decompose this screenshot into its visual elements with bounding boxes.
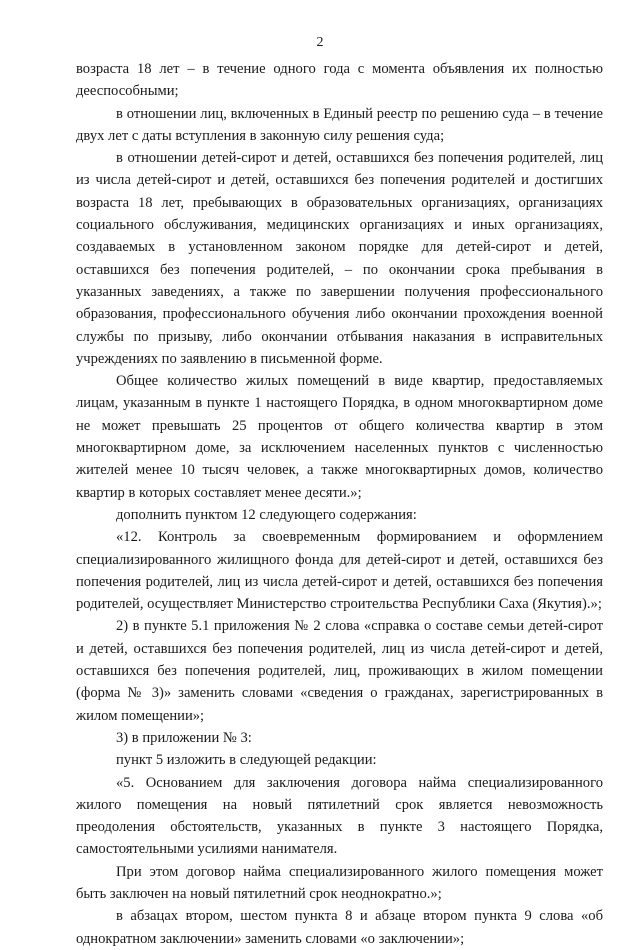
page-number: 2 [316, 35, 324, 50]
paragraph: 2) в пункте 5.1 приложения № 2 слова «справка о составе семьи детей-сирот и детей, оставшихся без попечения родителей, лиц из числа детей-сирот и детей, оставшихся без попечения родителей, лиц, проживающих в жилом помещении (форма № 3)» заменить словами «сведения о гражданах, зарегистрированных в жилом помещении»; [76, 618, 603, 724]
paragraph: «12. Контроль за своевременным формированием и оформлением специализированного жилищного фонда для детей-сирот и детей, оставшихся без попечения родителей, лиц из числа детей-сирот и детей, оставшихся без попечения родителей, осуществляет Министерство строительства Республики Саха (Якутия).»; [76, 529, 603, 613]
paragraph: «5. Основанием для заключения договора найма специализированного жилого помещения на новый пятилетний срок является невозможность преодоления обстоятельств, указанных в пункте 3 настоящего Порядка, самостоятельными усилиями нанимателя. [76, 774, 603, 858]
paragraph: При этом договор найма специализированного жилого помещения может быть заключен на новый пятилетний срок неоднократно.»; [76, 863, 603, 902]
paragraph: в абзацах втором, шестом пункта 8 и абзаце втором пункта 9 слова «об однократном заключении» заменить словами «о заключении»; [76, 908, 603, 947]
paragraph: пункт 5 изложить в следующей редакции: [116, 752, 377, 769]
paragraph: в отношении лиц, включенных в Единый реестр по решению суда – в течение двух лет с даты вступления в законную силу решения суда; [76, 105, 603, 144]
document-body [76, 58, 603, 950]
paragraph: дополнить пунктом 12 следующего содержания: [116, 506, 417, 523]
paragraph: 3) в приложении № 3: [116, 729, 252, 746]
paragraph: возраста 18 лет – в течение одного года с момента объявления их полностью дееспособными; [76, 61, 603, 100]
paragraph: Общее количество жилых помещений в виде квартир, предоставляемых лицам, указанным в пункте 1 настоящего Порядка, в одном многоквартирном доме не может превышать 25 процентов от общего количества квартир в этом многоквартирном доме, за исключением населенных пунктов с численностью жителей менее 10 тысяч человек, а также многоквартирных домов, количество квартир в которых составляет менее десяти.»; [76, 373, 603, 501]
paragraph: в отношении детей-сирот и детей, оставшихся без попечения родителей, лиц из числа детей-сирот и детей, оставшихся без попечения родителей и достигших возраста 18 лет, пребывающих в образовательных организациях, организациях социального обслуживания, медицинских организациях и иных организациях, создаваемых в установленном законом порядке для детей-сирот и детей, оставшихся без попечения родителей, – по окончании срока пребывания в указанных заведениях, а также по завершении получения профессионального образования, профессионального обучения либо окончании прохождения военной службы по призыву, либо окончании отбывания наказания в исправительных учреждениях по заявлению в письменной форме. [76, 150, 603, 367]
